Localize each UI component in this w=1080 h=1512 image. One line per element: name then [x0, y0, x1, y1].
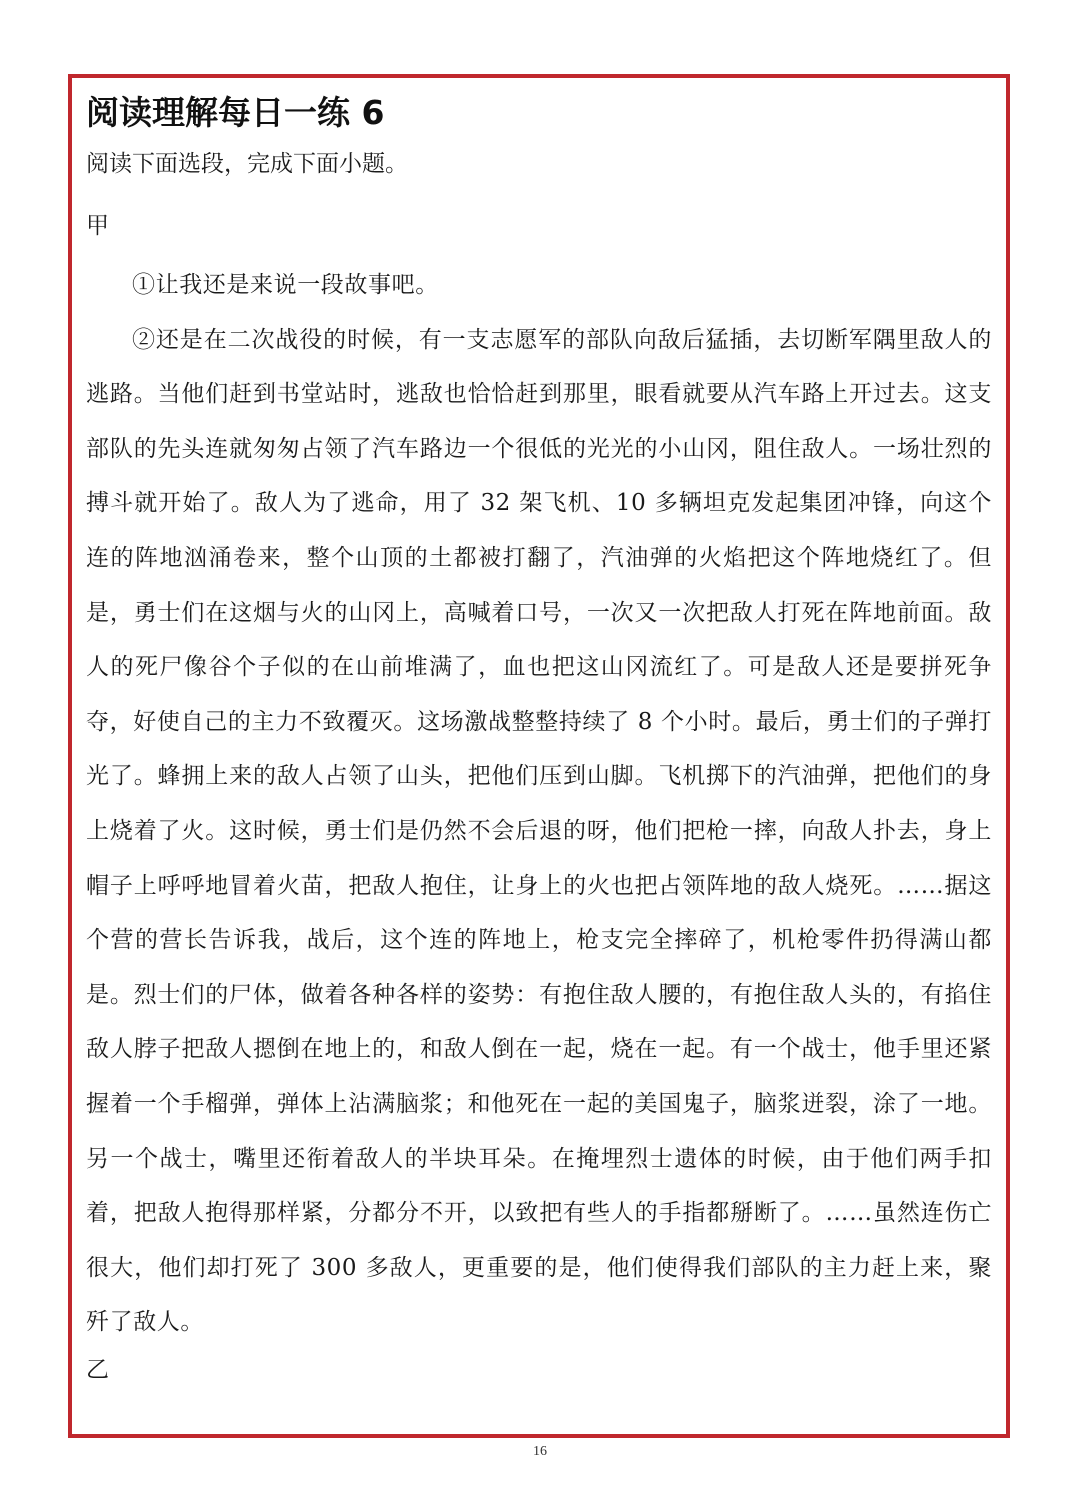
- paragraph-2: ②还是在二次战役的时候，有一支志愿军的部队向敌后猛插，去切断军隅里敌人的逃路。当他们赶到书堂站时，逃敌也恰恰赶到那里，眼看就要从汽车路上开过去。这支部队的先头连就匆匆占领了汽车路边一个很低的光光的小山冈，阻住敌人。一场壮烈的搏斗就开始了。敌人为了逃命，用了 32 架飞机、10 多辆坦克发起集团冲锋，向这个连的阵地汹涌卷来，整个山顶的土都被打翻了，汽油弹的火焰把这个阵地烧红了。但是，勇士们在这烟与火的山冈上，高喊着口号，一次又一次把敌人打死在阵地前面。敌人的死尸像谷个子似的在山前堆满了，血也把这山冈流红了。可是敌人还是要拼死争夺，好使自己的主力不致覆灭。这场激战整整持续了 8 个小时。最后，勇士们的子弹打光了。蜂拥上来的敌人占领了山头，把他们压到山脚。飞机掷下的汽油弹，把他们的身上烧着了火。这时候，勇士们是仍然不会后退的呀，他们把枪一摔，向敌人扑去，身上帽子上呼呼地冒着火苗，把敌人抱住，让身上的火也把占领阵地的敌人烧死。……据这个营的营长告诉我，战后，这个连的阵地上，枪支完全摔碎了，机枪零件扔得满山都是。烈士们的尸体，做着各种各样的姿势：有抱住敌人腰的，有抱住敌人头的，有掐住敌人脖子把敌人摁倒在地上的，和敌人倒在一起，烧在一起。有一个战士，他手里还紧握着一个手榴弹，弹体上沾满脑浆；和他死在一起的美国鬼子，脑浆迸裂，涂了一地。另一个战士，嘴里还衔着敌人的半块耳朵。在掩埋烈士遗体的时候，由于他们两手扣着，把敌人抱得那样紧，分都分不开，以致把有些人的手指都掰断了。……虽然连伤亡很大，他们却打死了 300 多敌人，更重要的是，他们使得我们部队的主力赶上来，聚歼了敌人。: [86, 326, 992, 1336]
- content-area: [86, 88, 992, 1350]
- page-title: 阅读理解每日一练 6: [86, 93, 385, 132]
- page-frame: [68, 74, 1010, 1438]
- paragraph-1: ①让我还是来说一段故事吧。: [132, 272, 439, 298]
- section-b-label: 乙: [86, 1357, 109, 1383]
- section-a-label: 甲: [86, 213, 109, 239]
- instructions: 阅读下面选段，完成下面小题。: [86, 151, 408, 177]
- page-number: 16: [533, 1444, 547, 1459]
